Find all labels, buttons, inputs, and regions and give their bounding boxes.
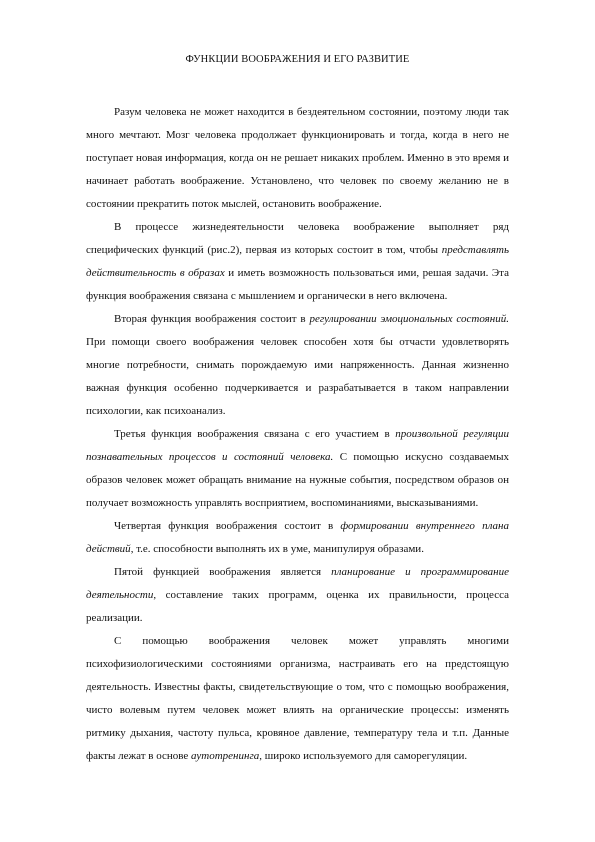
paragraph-text: Разум человека не может находится в бездеятельном состоянии, поэтому люди так много мечтают. Мозг человека продолжает функционировать и тогда, когда в него не поступает новая информация, когда он не решает никаких проблем. Именно в это время и начинает работать воображение. Установлено, что человек по своему желанию не в состоянии прекратить поток мыслей, остановить воображение. (86, 106, 509, 210)
body-paragraph (86, 630, 509, 768)
body-paragraph (86, 308, 509, 423)
emphasized-text: аутотренинга (191, 750, 260, 762)
paragraph-text: Вторая функция воображения состоит в (114, 313, 310, 325)
paragraph-text: Четвертая функция воображения состоит в (114, 520, 341, 532)
body-paragraph (86, 216, 509, 308)
body-paragraph (86, 423, 509, 515)
paragraph-text: Третья функция воображения связана с его участием в (114, 428, 396, 440)
paragraph-text: В процессе жизнедеятельности человека воображение выполняет ряд специфических функций (рис.2), первая из которых состоит в том, чтобы (86, 221, 509, 256)
paragraph-text: С помощью воображения человек может управлять многими психофизиологическими состояниями организма, настраивать его на предстоящую деятельность. Известны факты, свидетельствующие о том, что с помощью воображения, чисто волевым путем человек может влиять на органические процессы: изменять ритмику дыхания, частоту пульса, кровяное давление, температуру тела и т.п. Данные факты лежат в основе (86, 635, 509, 762)
emphasized-text: регулировании эмоциональных состояний. (309, 313, 509, 325)
body-paragraph (86, 515, 509, 561)
body-paragraph (86, 561, 509, 630)
emphasized-text: произвольной регуляции познавательных процессов и состояний человека. (86, 428, 510, 463)
paragraph-text: С помощью искусно создаваемых образов человек может обращать внимание на нужные события, посредством образов он получает возможность управлять восприятием, воспоминаниями, высказываниями. (86, 451, 509, 509)
paragraph-text: , составление таких программ, оценка их правильности, процесса реализации. (86, 589, 509, 624)
emphasized-text: представлять действительность в образах (86, 244, 509, 279)
paragraph-text: , широко используемого для саморегуляции. (259, 750, 468, 762)
emphasized-text: планирование и программирование деятельности (86, 566, 509, 601)
paragraph-text: , т.е. способности выполнять их в уме, манипулируя образами. (130, 543, 424, 555)
paragraph-text: Пятой функцией воображения является (114, 566, 332, 578)
document-title: ФУНКЦИИ ВООБРАЖЕНИЯ И ЕГО РАЗВИТИЕ (185, 54, 410, 65)
paragraph-text: и иметь возможность пользоваться ими, решая задачи. Эта функция воображения связана с мышлением и органически в него включена. (86, 267, 509, 302)
paragraph-text: При помощи своего воображения человек способен хотя бы отчасти удовлетворять многие потребности, снимать порождаемую ими напряженность. Данная жизненно важная функция особенно подчеркивается и разрабатывается в таком направлении психологии, как психоанализ. (86, 336, 509, 417)
body-paragraph (86, 101, 509, 216)
emphasized-text: формировании внутреннего плана действий (86, 520, 509, 555)
document-body (86, 101, 509, 768)
